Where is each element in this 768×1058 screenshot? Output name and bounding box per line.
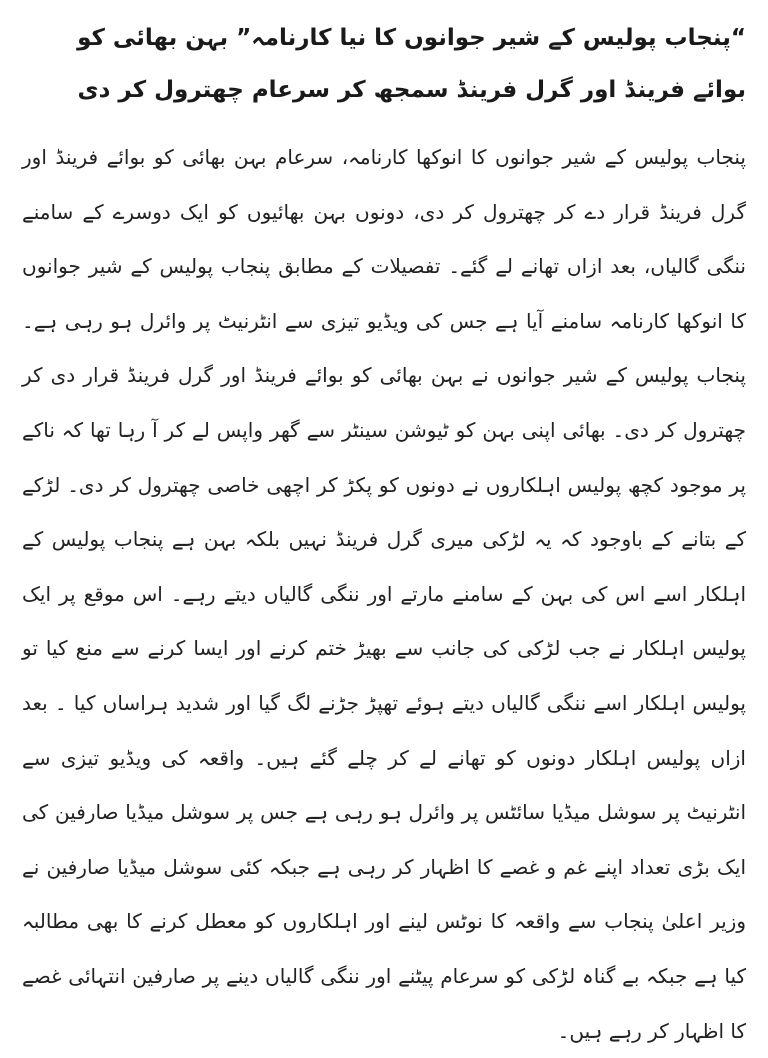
article-body: پنجاب پولیس کے شیر جوانوں کا انوکھا کارنامہ، سرعام بہن بھائی کو بوائے فرینڈ اور گرل فرینڈ قرار دے کر چھترول کر دی، دونوں بہن بھائیوں کو ایک دوسرے کے سامنے ننگی گالیاں، بعد ازاں تھانے لے گئے۔ تفصیلات کے مطابق پنجاب پولیس کے شیر جوانوں کا انوکھا کارنامہ سامنے آیا ہے جس کی ویڈیو تیزی سے انٹرنیٹ پر وائرل ہو رہی ہے۔ پنجاب پولیس کے شیر جوانوں نے بہن بھائی کو بوائے فرینڈ اور گرل فرینڈ قرار دی کر چھترول کر دی۔ بھائی اپنی بہن کو ٹیوشن سینٹر سے گھر واپس لے کر آ رہا تھا کہ ناکے پر موجود کچھ پولیس اہلکاروں نے دونوں کو پکڑ کر اچھی خاصی چھترول کر دی۔ لڑکے کے بتانے کے باوجود کہ یہ لڑکی میری گرل فرینڈ نہیں بلکہ بہن ہے پنجاب پولیس کے اہلکار اسے اس کی بہن کے سامنے مارتے اور ننگی گالیاں دیتے رہے۔ اس موقع پر ایک پولیس اہلکار نے جب لڑکی کی جانب سے بھیڑ ختم کرنے اور ایسا کرنے سے منع کیا تو پولیس اہلکار اسے ننگی گالیاں دیتے ہوئے تھپڑ جڑنے لگ گیا اور شدید ہراساں کیا ۔ بعد ازاں پولیس اہلکار دونوں کو تھانے لے کر چلے گئے ہیں۔ واقعہ کی ویڈیو تیزی سے انٹرنیٹ پر سوشل میڈیا سائٹس پر وائرل ہو رہی ہے جس پر سوشل میڈیا صارفین کی ایک بڑی تعداد اپنے غم و غصے کا اظہار کر رہی ہے جبکہ کئی سوشل میڈیا صارفین نے وزیر اعلیٰ پنجاب سے واقعہ کا نوٹس لینے اور اہلکاروں کو معطل کرنے کا بھی مطالبہ کیا ہے جبکہ بے گناہ لڑکی کو سرعام پیٹنے اور ننگی گالیاں دینے پر صارفین انتہائی غصے کا اظہار کر رہے ہیں۔ — [22, 145, 746, 1043]
article-headline: “پنجاب پولیس کے شیر جوانوں کا نیا کارنامہ” بہن بھائی کو بوائے فرینڈ اور گرل فرینڈ سمجھ کر سرعام چھترول کر دی — [77, 25, 746, 103]
